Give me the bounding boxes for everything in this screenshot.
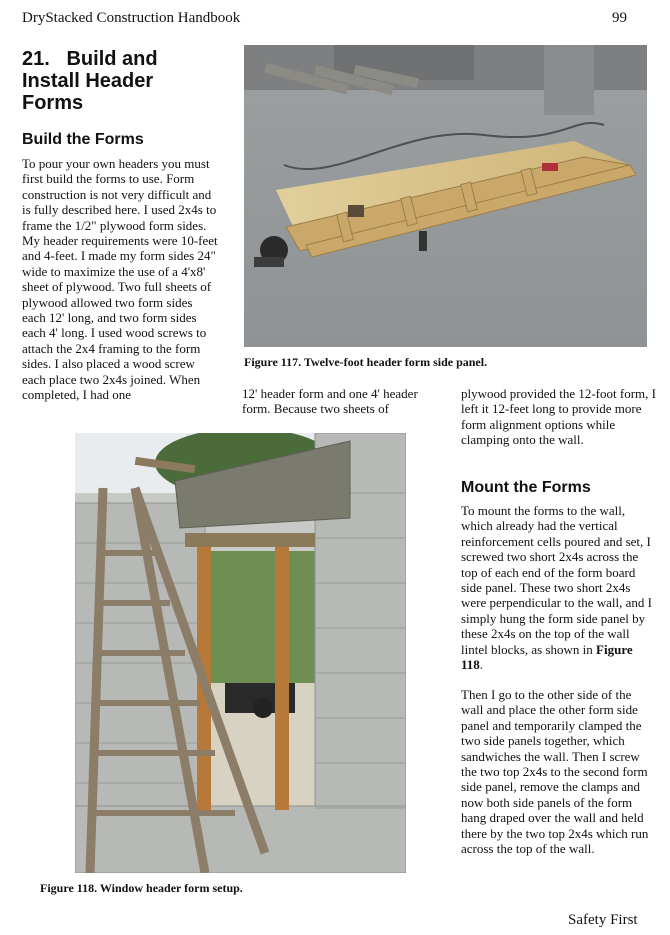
page-number: 99 xyxy=(612,10,627,26)
build-forms-paragraph-continued: 12' header form and one 4' header form. Because two sheets of xyxy=(242,386,418,417)
figure-118-photo xyxy=(75,433,406,873)
section-heading-line: 21. Build and xyxy=(22,48,158,70)
running-header-title: DryStacked Construction Handbook xyxy=(22,10,241,26)
build-forms-paragraph: To pour your own headers you must first build the forms to use. Form construction is not very difficult and is fully described here. I used 2x4s to frame the 1/2" plywood form sides. My header requirements were 10-feet and 4-feet. I made my form sides 24" wide to maximize the use of a 4'x8' sheet of plywood. Two full sheets of plywood allowed two form sides each 12' long, and two form sides each 4' long. I used wood screws to attach the 2x4 framing to the form sides. I also placed a wood screw each place two 2x4s joined. When completed, I had one xyxy=(22,156,218,403)
mount-forms-text: To mount the forms to the wall, which already had the vertical reinforcement cells poured and set, I screwed two short 2x4s across the top of each end of the form board side panel. These two short 2x4s were perpendicular to the wall, and I simply hung the form side panel by these 2x4s on the top of the wall lintel blocks, as shown in xyxy=(461,503,652,657)
section-heading-line: Forms xyxy=(22,92,84,114)
section-heading-line: Install Header xyxy=(22,70,154,92)
figure-117-caption: Figure 117. Twelve-foot header form side panel. xyxy=(244,355,488,369)
mount-forms-text: . xyxy=(479,657,484,673)
figure-118-reference: Figure 118 xyxy=(461,641,633,673)
header-form-panel-image xyxy=(244,45,647,347)
section-heading xyxy=(22,48,232,114)
window-header-form-image xyxy=(75,433,406,873)
figure-118-caption: Figure 118. Window header form setup. xyxy=(40,881,243,895)
figure-117-photo xyxy=(244,45,647,347)
mount-forms-heading: Mount the Forms xyxy=(461,479,591,496)
footer-section-name: Safety First xyxy=(568,912,638,928)
mount-forms-paragraph-2: Then I go to the other side of the wall and place the other form side panel and temporarily clamped the two side panels together, which sandwiches the wall. Then I screw the two top 2x4s to the second form side panel, remove the clamps and now both side panels of the form hang draped over the wall and held there by the two top 2x4s which run across the top of the wall. xyxy=(461,687,649,857)
mount-forms-paragraph-1 xyxy=(461,503,656,672)
build-forms-paragraph-continued: plywood provided the 12-foot form, I left it 12-feet long to provide more form alignment options while clamping onto the wall. xyxy=(461,386,656,448)
build-forms-heading: Build the Forms xyxy=(22,131,144,148)
